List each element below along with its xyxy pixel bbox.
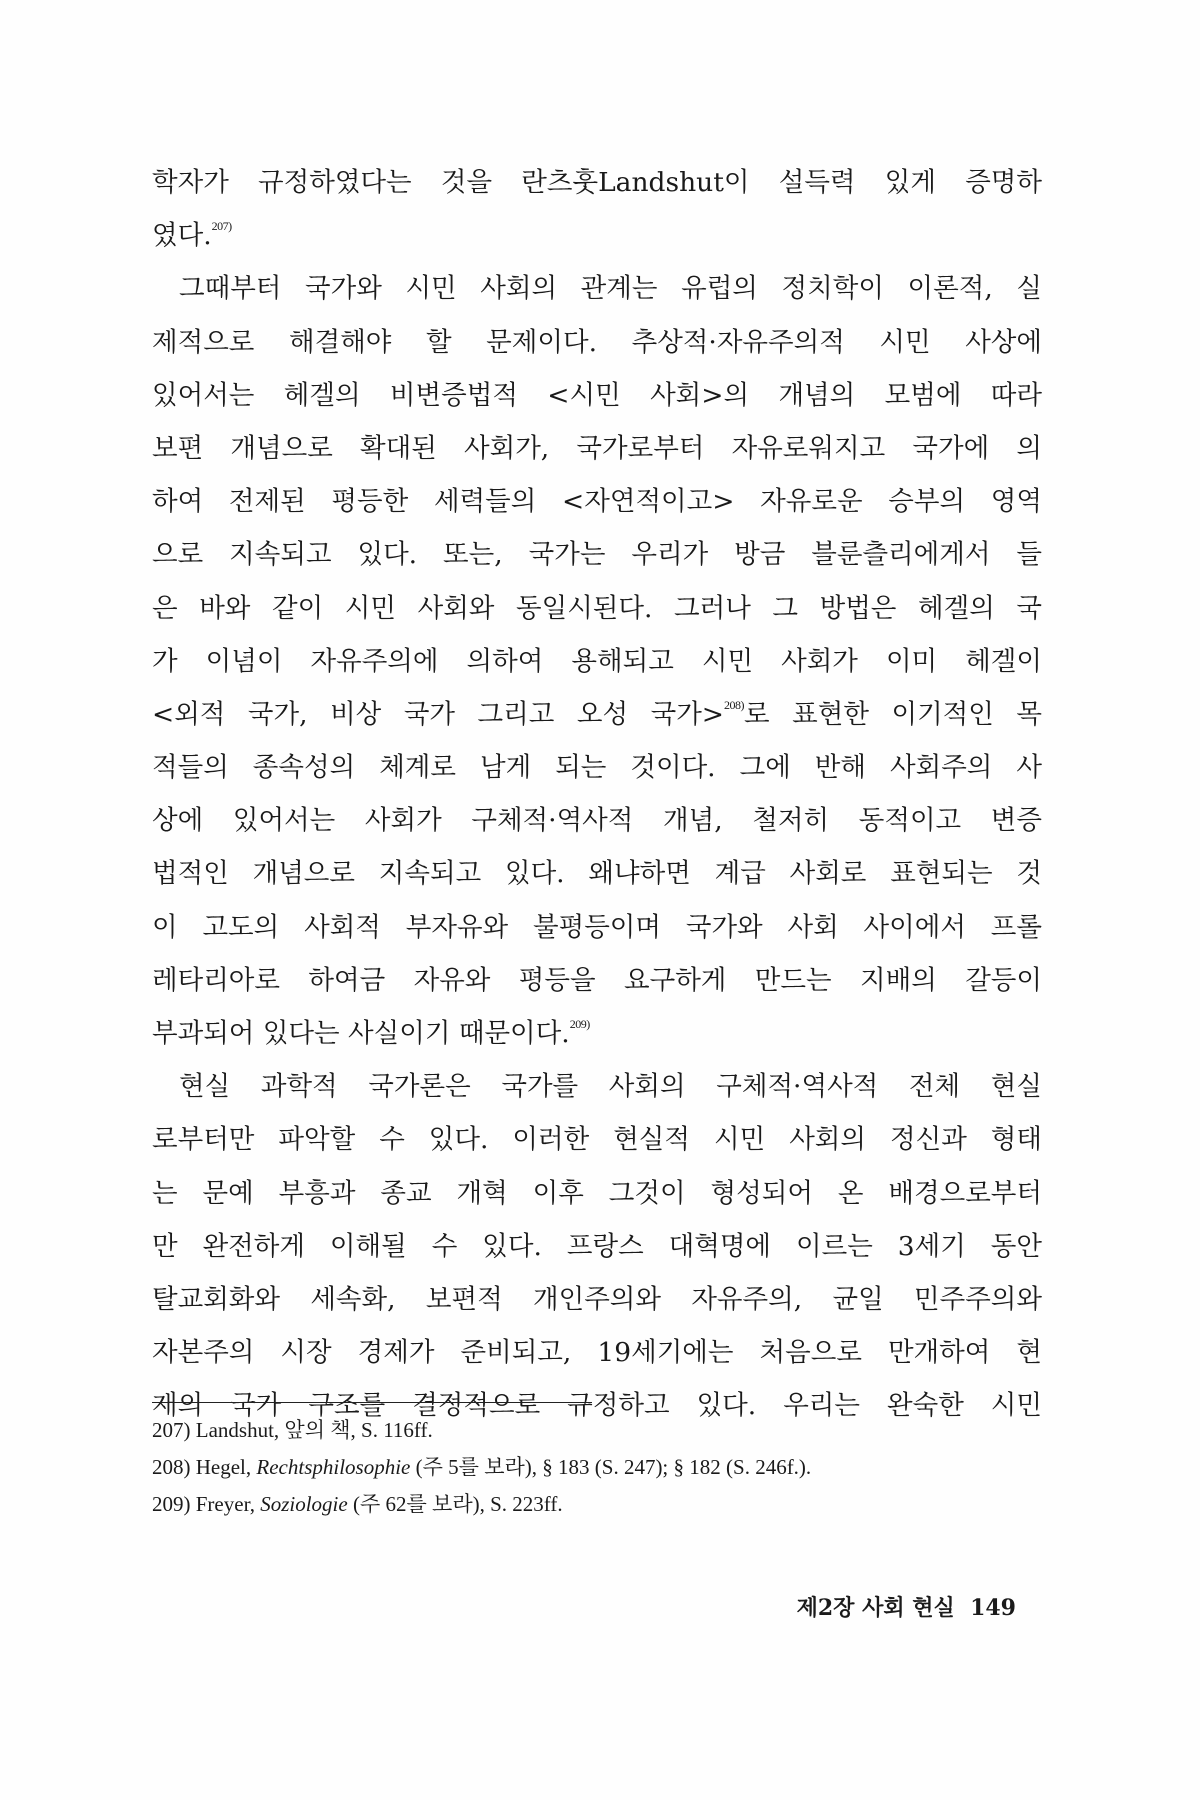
footnote-number: 209) (152, 1492, 191, 1516)
paragraph-start-line: 현실 과학적 국가론은 국가를 사회의 구체적·역사적 전체 현실 (179, 1071, 1042, 1103)
text-line: 있어서는 헤겔의 비변증법적 <시민 사회>의 개념의 모범에 따라 (152, 379, 1042, 411)
footnote-book-title: Soziologie (260, 1492, 348, 1516)
text-line: 레타리아로 하여금 자유와 평등을 요구하게 만드는 지배의 갈등이 (152, 964, 1042, 996)
footnote-ref-208: 208) (724, 697, 745, 712)
text-line-content: 부과되어 있다는 사실이기 때문이다. (152, 1018, 570, 1049)
text-line-content: <외적 국가, 비상 국가 그리고 오성 국가> (152, 698, 725, 730)
paragraph-start-line: 그때부터 국가와 시민 사회의 관계는 유럽의 정치학이 이론적, 실 (179, 273, 1042, 305)
footnote-208 (152, 1449, 1042, 1486)
text-line: 재의 국가 구조를 결정적으로 규정하고 있다. 우리는 완숙한 시민 (152, 1390, 1042, 1422)
footnote-divider (152, 1402, 592, 1403)
text-line: 는 문예 부흥과 종교 개혁 이후 그것이 형성되어 온 배경으로부터 (152, 1177, 1042, 1209)
footnote-207 (152, 1412, 1042, 1449)
text-line-content: 로 표현한 이기적인 목 (744, 698, 1043, 730)
footnote-text: Landshut, 앞의 책, S. 116ff. (195, 1418, 433, 1442)
footnote-text: Freyer, (195, 1492, 261, 1516)
footnote-book-title: Rechtsphilosophie (256, 1455, 411, 1479)
text-line: 탈교회화와 세속화, 보편적 개인주의와 자유주의, 균일 민주주의와 (152, 1283, 1042, 1315)
text-line: 로부터만 파악할 수 있다. 이러한 현실적 시민 사회의 정신과 형태 (152, 1124, 1042, 1156)
text-line (152, 209, 1042, 262)
text-line (152, 1007, 1042, 1060)
text-line: 자본주의 시장 경제가 준비되고, 19세기에는 처음으로 만개하여 현 (152, 1337, 1042, 1369)
text-line-content: 였다. (152, 220, 212, 252)
text-line: 적들의 종속성의 체계로 남게 되는 것이다. 그에 반해 사회주의 사 (152, 752, 1042, 784)
footnote-number: 208) (152, 1455, 191, 1479)
footnote-209 (152, 1486, 1042, 1523)
text-line: 하여 전제된 평등한 세력들의 <자연적이고> 자유로운 승부의 영역 (152, 486, 1042, 518)
chapter-title: 제2장 사회 현실 (796, 1595, 955, 1621)
footnote-text: (주 5를 보라), § 183 (S. 247); § 182 (S. 246f.). (410, 1455, 812, 1479)
text-line: 가 이념이 자유주의에 의하여 용해되고 시민 사회가 이미 헤겔이 (152, 645, 1042, 677)
footnote-number: 207) (152, 1418, 191, 1442)
footnote-ref-207: 207) (211, 219, 232, 234)
footnotes (152, 1412, 1042, 1523)
text-line: 보편 개념으로 확대된 사회가, 국가로부터 자유로워지고 국가에 의 (152, 432, 1042, 464)
text-line: 상에 있어서는 사회가 구체적·역사적 개념, 철저히 동적이고 변증 (152, 805, 1042, 837)
text-line: 제적으로 해결해야 할 문제이다. 추상적·자유주의적 시민 사상에 (152, 326, 1042, 358)
text-line: 학자가 규정하였다는 것을 란츠훗Landshut이 설득력 있게 증명하 (152, 167, 1042, 198)
footnote-text: Hegel, (195, 1455, 257, 1479)
running-footer (797, 1591, 1016, 1622)
body-text (152, 156, 1042, 1433)
text-line: 법적인 개념으로 지속되고 있다. 왜냐하면 계급 사회로 표현되는 것 (152, 858, 1042, 890)
footnote-text: (주 62를 보라), S. 223ff. (347, 1492, 563, 1516)
text-line: 만 완전하게 이해될 수 있다. 프랑스 대혁명에 이르는 3세기 동안 (152, 1230, 1042, 1262)
text-line: 으로 지속되고 있다. 또는, 국가는 우리가 방금 블룬츨리에게서 들 (152, 539, 1042, 571)
footnote-ref-209: 209) (569, 1017, 590, 1031)
page-number: 149 (970, 1595, 1016, 1621)
text-line: 은 바와 같이 시민 사회와 동일시된다. 그러나 그 방법은 헤겔의 국 (152, 592, 1042, 624)
text-line: 이 고도의 사회적 부자유와 불평등이며 국가와 사회 사이에서 프롤 (152, 911, 1042, 943)
text-line (152, 688, 1042, 741)
